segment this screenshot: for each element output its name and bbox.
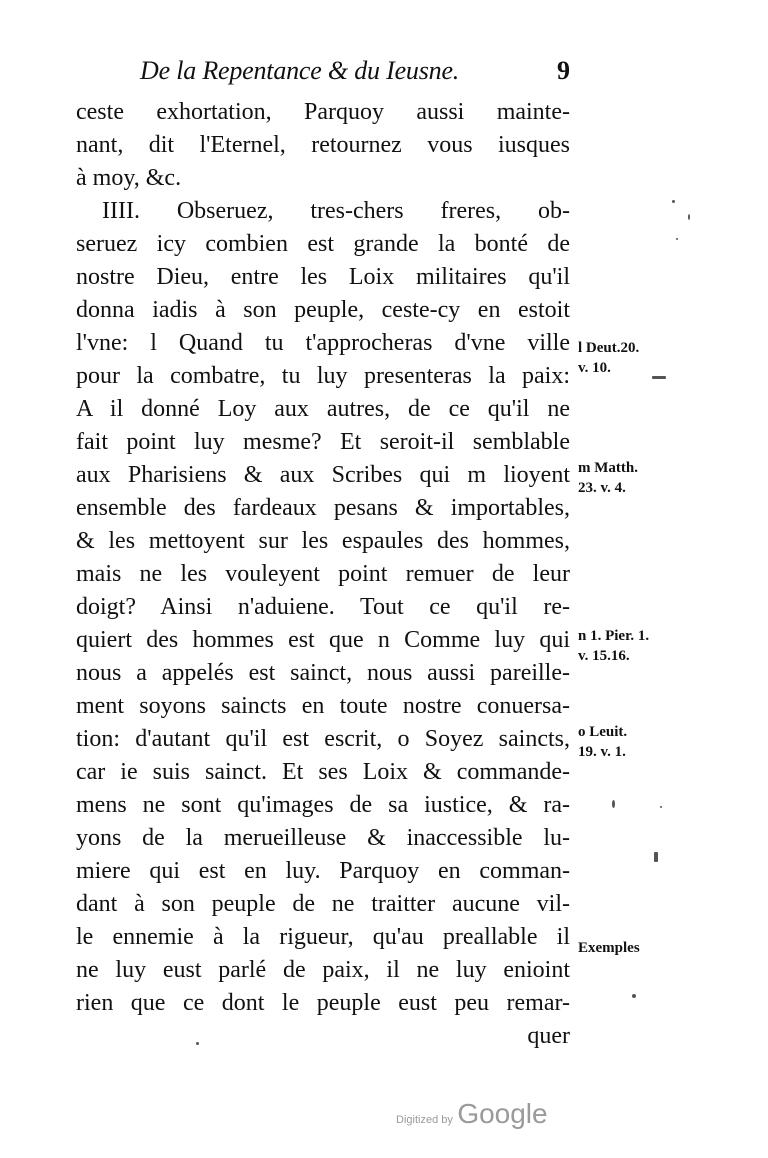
ink-speck [632, 994, 636, 998]
text-line: & les mettoyent sur les espaules des hommes, [76, 528, 570, 554]
text-line: dant à son peuple de ne traitter aucune vil- [76, 891, 570, 917]
page-number: 9 [557, 56, 570, 85]
text-line: quiert des hommes est que n Comme luy qui [76, 627, 570, 653]
ink-speck [654, 852, 658, 862]
text-line: doigt? Ainsi n'aduiene. Tout ce qu'il re- [76, 594, 570, 620]
text-line: tion: d'autant qu'il est escrit, o Soyez saincts, [76, 726, 570, 752]
text-line: nous a appelés est sainct, nous aussi pareille- [76, 660, 570, 686]
ink-speck [672, 200, 675, 203]
ink-speck [688, 214, 690, 220]
text-line: seruez icy combien est grande la bonté de [76, 231, 570, 257]
text-line: yons de la merueilleuse & inaccessible lu- [76, 825, 570, 851]
margin-note-ref: o Leuit. [578, 724, 628, 740]
margin-note-ref: l Deut.20. [578, 340, 640, 356]
margin-note-pier [578, 626, 649, 666]
ink-speck [660, 806, 662, 808]
text-line: mens ne sont qu'images de sa iustice, & ra- [76, 792, 570, 818]
text-line: mais ne les vouleyent point remuer de leur [76, 561, 570, 587]
margin-note-leuit [578, 722, 627, 762]
text-line: car ie suis sainct. Et ses Loix & commande- [76, 759, 570, 785]
margin-note-ref: Exemples [578, 940, 640, 956]
margin-note-ref: n 1. Pier. 1. [578, 628, 650, 644]
text-line: donna iadis à son peuple, ceste-cy en estoit [76, 297, 570, 323]
text-line: ensemble des fardeaux pesans & importables, [76, 495, 570, 521]
margin-note-verse: v. 15.16. [578, 648, 630, 664]
text-line: ment soyons saincts en toute nostre conuersa- [76, 693, 570, 719]
text-line: pour la combatre, tu luy presenteras la paix: [76, 363, 570, 389]
text-line: ceste exhortation, Parquoy aussi mainte- [76, 99, 570, 125]
text-line: l'vne: l Quand tu t'approcheras d'vne ville [76, 330, 570, 356]
margin-note-matth [578, 458, 638, 498]
text-line: aux Pharisiens & aux Scribes qui m lioyent [76, 462, 570, 488]
margin-note-verse: 23. v. 4. [578, 480, 626, 496]
catchword: quer [527, 1023, 570, 1049]
ink-speck [196, 1042, 199, 1045]
ink-speck [676, 238, 678, 240]
text-line: nant, dit l'Eternel, retournez vous iusques [76, 132, 570, 158]
margin-note-ref: m Matth. [578, 460, 638, 476]
text-line: nostre Dieu, entre les Loix militaires qu'il [76, 264, 570, 290]
running-title: De la Repentance & du Ieusne. [140, 56, 460, 85]
google-wordmark: Google [457, 1098, 548, 1129]
digitized-by-google-watermark [396, 1098, 548, 1130]
margin-note-verse: 19. v. 1. [578, 744, 626, 760]
text-line: rien que ce dont le peuple eust peu remar- [76, 990, 570, 1016]
text-line: fait point luy mesme? Et seroit-il semblable [76, 429, 570, 455]
margin-note-deut [578, 338, 639, 378]
body-text [76, 96, 570, 1053]
text-line: à moy, &c. [76, 165, 182, 191]
text-line: IIII. Obseruez, tres-chers freres, ob- [102, 198, 570, 224]
margin-note-verse: v. 10. [578, 360, 611, 376]
page-header [140, 56, 570, 88]
digitized-by-label: Digitized by [396, 1114, 453, 1126]
text-line: miere qui est en luy. Parquoy en comman- [76, 858, 570, 884]
margin-note-exemples [578, 938, 640, 958]
text-line: le ennemie à la rigueur, qu'au preallable il [76, 924, 570, 950]
text-line: A il donné Loy aux autres, de ce qu'il ne [76, 396, 570, 422]
text-line: ne luy eust parlé de paix, il ne luy enioint [76, 957, 570, 983]
ink-speck [612, 800, 615, 808]
ink-speck [652, 376, 666, 379]
